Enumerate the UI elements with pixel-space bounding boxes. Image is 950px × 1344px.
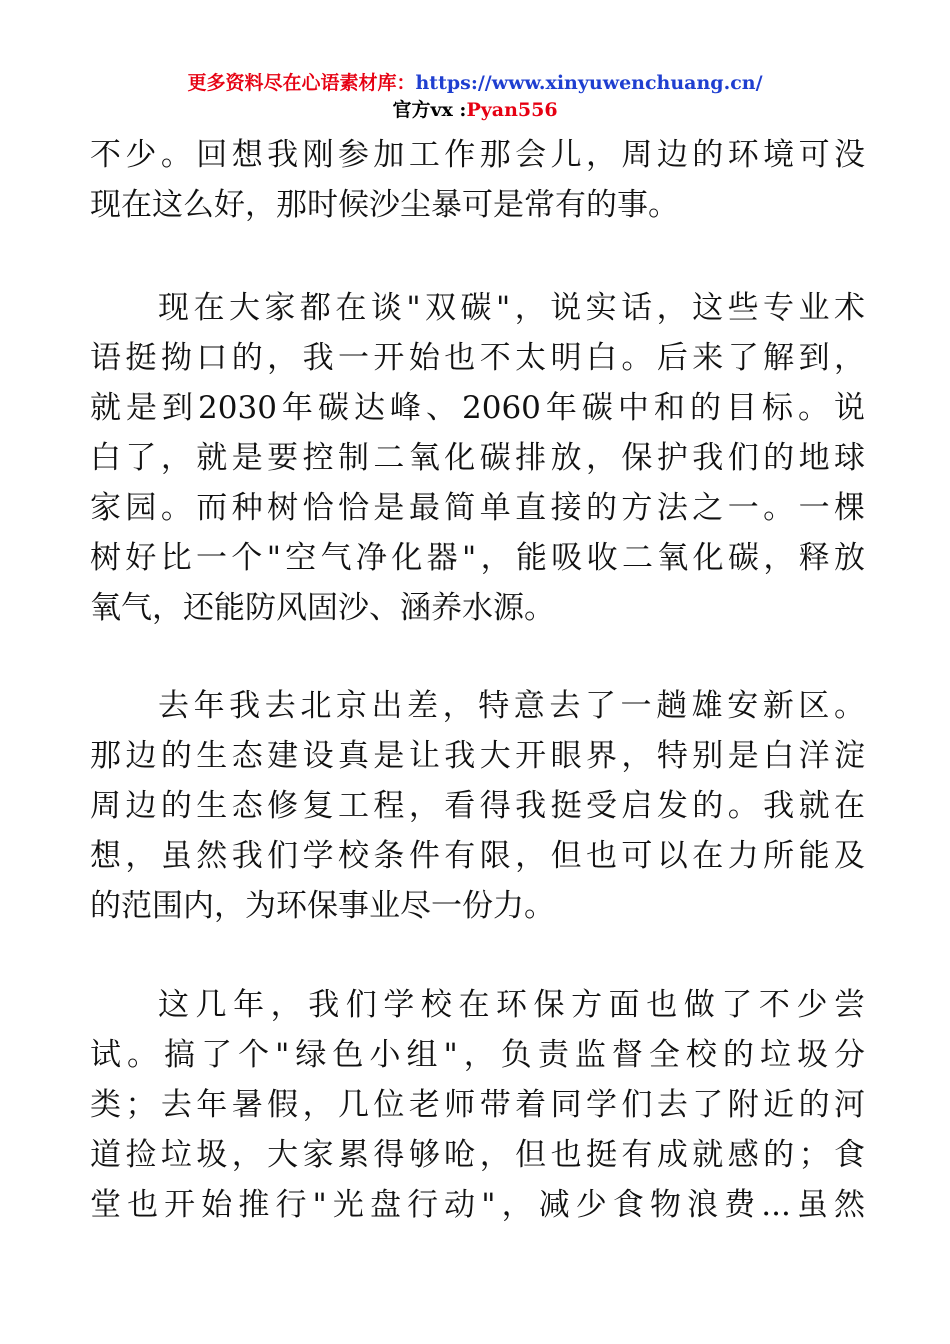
paragraph-line: 语挺拗口的，我一开始也不太明白。后来了解到， <box>90 340 865 376</box>
paragraph-line: 白了，就是要控制二氧化碳排放，保护我们的地球 <box>90 440 865 476</box>
paragraph-1 <box>90 130 865 230</box>
promo-link[interactable]: https://www.xinyuwenchuang.cn/ <box>415 72 763 94</box>
paragraph-line: 氧气，还能防风固沙、涵养水源。 <box>90 590 555 626</box>
paragraph-line: 那边的生态建设真是让我大开眼界，特别是白洋淀 <box>90 738 865 774</box>
paragraph-line: 不少。回想我刚参加工作那会儿，周边的环境可没 <box>90 137 865 173</box>
paragraph-line: 去年我去北京出差，特意去了一趟雄安新区。 <box>158 688 865 724</box>
paragraph-line: 现在大家都在谈"双碳"，说实话，这些专业术 <box>158 290 865 326</box>
paragraph-line: 树好比一个"空气净化器"，能吸收二氧化碳，释放 <box>90 540 865 576</box>
paragraph-line: 想，虽然我们学校条件有限，但也可以在力所能及 <box>90 838 865 874</box>
paragraph-line: 道捡垃圾，大家累得够呛，但也挺有成就感的；食 <box>90 1137 865 1173</box>
paragraph-4 <box>90 980 865 1230</box>
paragraph-line: 试。搞了个"绿色小组"，负责监督全校的垃圾分 <box>90 1037 865 1073</box>
paragraph-line: 类；去年暑假，几位老师带着同学们去了附近的河 <box>90 1087 865 1123</box>
paragraph-line: 现在这么好，那时候沙尘暴可是常有的事。 <box>90 187 679 223</box>
paragraph-3 <box>90 681 865 931</box>
contact-id: Pyan556 <box>466 99 558 121</box>
paragraph-line: 的范围内，为环保事业尽一份力。 <box>90 888 555 924</box>
paragraph-line: 就是到2030年碳达峰、2060年碳中和的目标。说 <box>90 390 865 426</box>
promo-header <box>0 71 950 95</box>
contact-header <box>0 98 950 122</box>
paragraph-line: 家园。而种树恰恰是最简单直接的方法之一。一棵 <box>90 490 865 526</box>
contact-label: 官方vx : <box>392 99 467 121</box>
paragraph-line: 周边的生态修复工程，看得我挺受启发的。我就在 <box>90 788 865 824</box>
paragraph-2 <box>90 283 865 633</box>
paragraph-line: 堂也开始推行"光盘行动"，减少食物浪费...虽然 <box>90 1187 865 1223</box>
paragraph-line: 这几年，我们学校在环保方面也做了不少尝 <box>158 987 865 1023</box>
promo-label: 更多资料尽在心语素材库： <box>187 72 416 94</box>
